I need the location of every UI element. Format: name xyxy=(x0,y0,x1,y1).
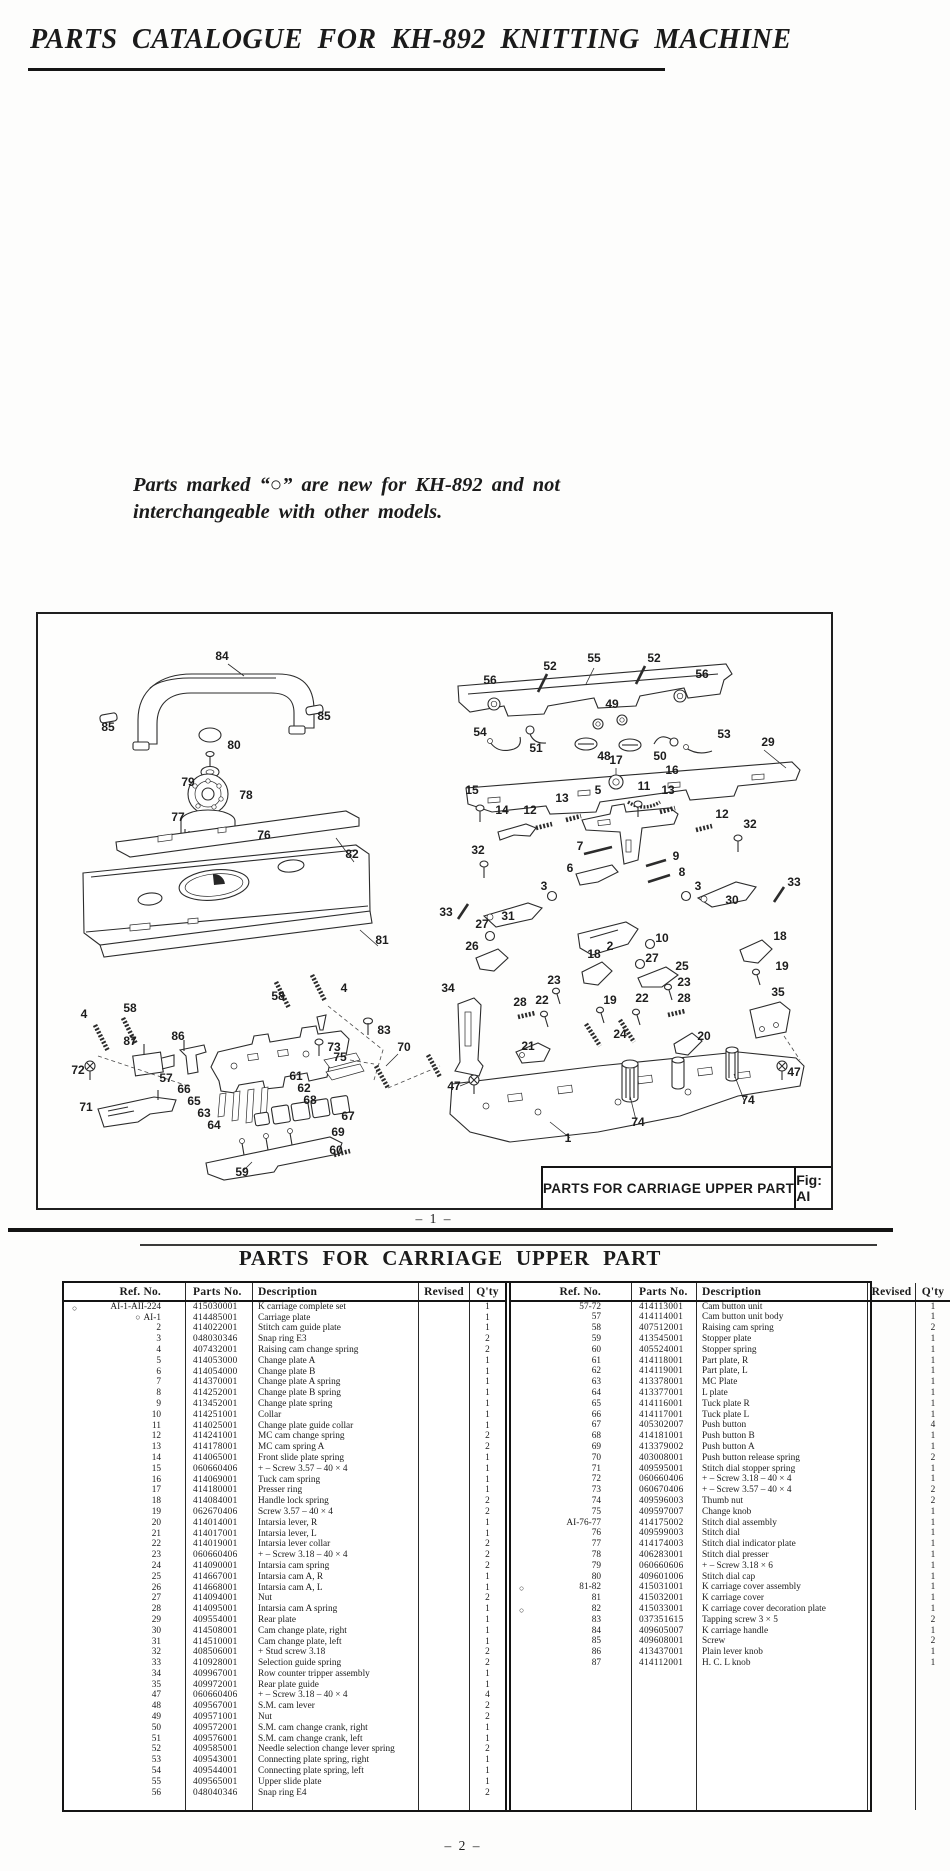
part-callout-number: 70 xyxy=(397,1040,411,1054)
table-filler-row xyxy=(64,1798,506,1810)
table-row: 14 414065001 Front slide plate spring 1 xyxy=(64,1453,506,1464)
column-header: Ref. No. xyxy=(510,1283,632,1301)
part-callout-number: 71 xyxy=(79,1100,93,1114)
part-callout-number: 54 xyxy=(473,725,487,739)
part-callout-number: 56 xyxy=(483,673,497,687)
part-callout-number: 63 xyxy=(197,1106,211,1120)
table-row: 32 408506001 + Stud screw 3.18 2 xyxy=(64,1647,506,1658)
part-callout-number: 72 xyxy=(71,1063,85,1077)
part-callout-number: 47 xyxy=(787,1065,801,1079)
table-row: 85 409608001 Screw 2 xyxy=(510,1636,950,1647)
column-header: Revised xyxy=(868,1283,916,1301)
part-callout-number: 73 xyxy=(327,1040,341,1054)
part-callout-number: 18 xyxy=(587,947,601,961)
column-header: Revised xyxy=(419,1283,470,1301)
table-row: 73 060670406 + – Screw 3.57 – 40 × 4 2 xyxy=(510,1485,950,1496)
part-callout-number: 23 xyxy=(677,975,691,989)
part-callout-number: 33 xyxy=(439,905,453,919)
column-header: Q'ty xyxy=(470,1283,507,1301)
table-row: ○ 81-82 415031001 K carriage cover assembly 1 xyxy=(510,1582,950,1593)
part-callout-number: 85 xyxy=(317,709,331,723)
part-callout-number: 27 xyxy=(645,951,659,965)
part-callout-number: 49 xyxy=(605,697,619,711)
part-callout-number: 24 xyxy=(613,1027,627,1041)
figure-caption: PARTS FOR CARRIAGE UPPER PART xyxy=(543,1180,795,1196)
table-row: 7 414370001 Change plate A spring 1 xyxy=(64,1377,506,1388)
table-row: 25 414667001 Intarsia cam A, R 1 xyxy=(64,1571,506,1582)
table-row: 9 413452001 Change plate spring 1 xyxy=(64,1399,506,1410)
part-callout-number: 19 xyxy=(775,959,789,973)
part-callout-number: 85 xyxy=(101,720,115,734)
part-callout-number: 16 xyxy=(665,763,679,777)
part-callout-number: 68 xyxy=(303,1093,317,1107)
column-header: Q'ty xyxy=(916,1283,950,1301)
table-row: 50 409572001 S.M. cam change crank, right 1 xyxy=(64,1722,506,1733)
new-part-mark: ○ xyxy=(72,1303,78,1313)
part-callout-number: 82 xyxy=(345,847,359,861)
part-callout-number: 4 xyxy=(340,981,348,995)
part-callout-number: 50 xyxy=(653,749,667,763)
part-callout-number: 32 xyxy=(743,817,757,831)
part-callout-number: 60 xyxy=(329,1143,343,1157)
part-callout-number: 77 xyxy=(171,810,185,824)
part-callout-number: 2 xyxy=(606,939,614,953)
table-row: ○ 82 415033001 K carriage cover decoration plate 1 xyxy=(510,1604,950,1615)
table-row: 63 413378001 MC Plate 1 xyxy=(510,1377,950,1388)
table-row: 52 409585001 Needle selection change lever spring 2 xyxy=(64,1744,506,1755)
new-part-mark: ○ xyxy=(519,1604,525,1615)
part-callout-number: 17 xyxy=(609,753,623,767)
table-row: 79 060660606 + – Screw 3.18 × 6 1 xyxy=(510,1560,950,1571)
part-callout-number: 83 xyxy=(377,1023,391,1037)
part-callout-number: 55 xyxy=(587,651,601,665)
note-line-2: interchangeable with other models. xyxy=(133,501,443,523)
part-callout-number: 13 xyxy=(555,791,569,805)
part-callout-number: 27 xyxy=(475,917,489,931)
table-header xyxy=(510,1283,950,1301)
part-callout-number: 69 xyxy=(331,1125,345,1139)
table-row: 83 037351615 Tapping screw 3 × 5 2 xyxy=(510,1614,950,1625)
table-row: 4 407432001 Raising cam change spring 2 xyxy=(64,1345,506,1356)
table-row: 49 409571001 Nut 2 xyxy=(64,1712,506,1723)
table-row: 71 409595001 Stitch dial stopper spring 1 xyxy=(510,1463,950,1474)
part-callout-number: 52 xyxy=(647,651,661,665)
table-filler-row xyxy=(510,1668,950,1810)
table-row: 28 414095001 Intarsia cam A spring 1 xyxy=(64,1604,506,1615)
table-row: 10 414251001 Collar 1 xyxy=(64,1409,506,1420)
part-callout-number: 13 xyxy=(661,783,675,797)
part-callout-number: 74 xyxy=(631,1115,645,1129)
table-row: 27 414094001 Nut 2 xyxy=(64,1593,506,1604)
table-row: 80 409601006 Stitch dial cap 1 xyxy=(510,1571,950,1582)
table-row: 47 060660406 + – Screw 3.18 – 40 × 4 4 xyxy=(64,1690,506,1701)
part-callout-number: 59 xyxy=(235,1165,249,1179)
table-row: 34 409967001 Row counter tripper assembly 1 xyxy=(64,1669,506,1680)
table-row: 77 414174003 Stitch dial indicator plate 1 xyxy=(510,1539,950,1550)
part-callout-number: 86 xyxy=(171,1029,185,1043)
table-row: 55 409565001 Upper slide plate 1 xyxy=(64,1776,506,1787)
part-callout-number: 32 xyxy=(471,843,485,857)
table-row: 78 406283001 Stitch dial presser 1 xyxy=(510,1550,950,1561)
note-line-1: Parts marked “○” are new for KH-892 and not xyxy=(133,474,561,496)
table-row: 29 409554001 Rear plate 1 xyxy=(64,1615,506,1626)
part-callout-number: 10 xyxy=(655,931,669,945)
part-callout-number: 4 xyxy=(80,1007,88,1021)
column-header: Ref. No. xyxy=(64,1283,186,1301)
table-row: 72 060660406 + – Screw 3.18 – 40 × 4 1 xyxy=(510,1474,950,1485)
part-callout-number: 67 xyxy=(341,1109,355,1123)
part-callout-number: 22 xyxy=(535,993,549,1007)
part-callout-number: 28 xyxy=(677,991,691,1005)
table-row: 54 409544001 Connecting plate spring, left 1 xyxy=(64,1766,506,1777)
part-callout-number: 57 xyxy=(159,1071,173,1085)
parts-table-right-half xyxy=(509,1283,950,1810)
table-row: 57 414114001 Cam button unit body 1 xyxy=(510,1312,950,1323)
part-callout-number: 84 xyxy=(215,649,229,663)
title-underline xyxy=(28,68,665,71)
table-row: 2 414022001 Stitch cam guide plate 1 xyxy=(64,1323,506,1334)
part-callout-number: 11 xyxy=(637,779,651,793)
table-row: 16 414069001 Tuck cam spring 1 xyxy=(64,1474,506,1485)
part-callout-number: 33 xyxy=(787,875,801,889)
table-row: 66 414117001 Tuck plate L 1 xyxy=(510,1409,950,1420)
part-callout-number: 3 xyxy=(694,879,702,893)
table-row: 87 414112001 H. C. L knob 1 xyxy=(510,1658,950,1669)
part-callout-number: 12 xyxy=(523,803,537,817)
part-callout-number: 9 xyxy=(672,849,680,863)
divider-rule-heavy xyxy=(8,1228,893,1232)
column-header: Description xyxy=(253,1283,419,1301)
parts-table xyxy=(62,1281,945,1812)
new-parts-note xyxy=(133,472,560,526)
table-row: 84 409605007 K carriage handle 1 xyxy=(510,1625,950,1636)
part-callout-number: 21 xyxy=(521,1039,535,1053)
table-row: ○ AI-1-AII-224 415030001 K carriage complete set 1 xyxy=(64,1301,506,1312)
part-callout-number: 56 xyxy=(695,667,709,681)
figure-number: Fig: AI xyxy=(794,1168,831,1208)
part-callout-number: 7 xyxy=(576,839,584,853)
table-row: 18 414084001 Handle lock spring 2 xyxy=(64,1496,506,1507)
part-callout-number: 6 xyxy=(566,861,574,875)
table-row: 3 048030346 Snap ring E3 2 xyxy=(64,1334,506,1345)
table-row: 74 409596003 Thumb nut 2 xyxy=(510,1496,950,1507)
table-row: 64 413377001 L plate 1 xyxy=(510,1388,950,1399)
page-title: PARTS CATALOGUE FOR KH-892 KNITTING MACHINE xyxy=(30,24,792,55)
part-callout-number: 78 xyxy=(239,788,253,802)
part-callout-number: 65 xyxy=(187,1094,201,1108)
table-row: 19 062670406 Screw 3.57 – 40 × 4 2 xyxy=(64,1507,506,1518)
part-callout-number: 81 xyxy=(375,933,389,947)
table-row: 48 409567001 S.M. cam lever 2 xyxy=(64,1701,506,1712)
part-callout-number: 35 xyxy=(771,985,785,999)
part-callout-number: 80 xyxy=(227,738,241,752)
part-callout-number: 15 xyxy=(465,783,479,797)
part-callout-number: 5 xyxy=(594,783,602,797)
part-callout-number: 25 xyxy=(675,959,689,973)
table-row: 17 414180001 Presser ring 1 xyxy=(64,1485,506,1496)
table-row: 61 414118001 Part plate, R 1 xyxy=(510,1355,950,1366)
table-row: 22 414019001 Intarsia lever collar 2 xyxy=(64,1539,506,1550)
page-number-2: – 2 – xyxy=(444,1838,482,1853)
table-row: 20 414014001 Intarsia lever, R 1 xyxy=(64,1517,506,1528)
part-callout-number: 48 xyxy=(597,749,611,763)
table-row: 13 414178001 MC cam spring A 2 xyxy=(64,1442,506,1453)
table-row: 35 409972001 Rear plate guide 1 xyxy=(64,1679,506,1690)
table-row: 15 060660406 + – Screw 3.57 – 40 × 4 1 xyxy=(64,1463,506,1474)
table-row: 30 414508001 Cam change plate, right 1 xyxy=(64,1625,506,1636)
table-row: 11 414025001 Change plate guide collar 1 xyxy=(64,1420,506,1431)
part-callout-number: 20 xyxy=(697,1029,711,1043)
table-row: AI-76-77 414175002 Stitch dial assembly 1 xyxy=(510,1517,950,1528)
table-row: 57-72 414113001 Cam button unit 1 xyxy=(510,1301,950,1312)
part-callout-number: 74 xyxy=(741,1093,755,1107)
table-row: 24 414090001 Intarsia cam spring 2 xyxy=(64,1561,506,1572)
table-row: 23 060660406 + – Screw 3.18 – 40 × 4 2 xyxy=(64,1550,506,1561)
new-part-mark: ○ xyxy=(135,1312,141,1322)
table-row: 51 409576001 S.M. cam change crank, left 1 xyxy=(64,1733,506,1744)
table-row: 12 414241001 MC cam change spring 2 xyxy=(64,1431,506,1442)
part-callout-number: 47 xyxy=(447,1079,461,1093)
part-callout-number: 22 xyxy=(635,991,649,1005)
part-callout-number: 18 xyxy=(773,929,787,943)
table-row: 58 407512001 Raising cam spring 2 xyxy=(510,1323,950,1334)
column-header: Parts No. xyxy=(186,1283,253,1301)
part-callout-number: 76 xyxy=(257,828,271,842)
part-callout-number: 23 xyxy=(547,973,561,987)
table-row: 21 414017001 Intarsia lever, L 1 xyxy=(64,1528,506,1539)
part-callout-number: 87 xyxy=(123,1034,137,1048)
part-callout-number: 29 xyxy=(761,735,775,749)
part-callout-number: 12 xyxy=(715,807,729,821)
part-callout-number: 64 xyxy=(207,1118,221,1132)
table-row: 8 414252001 Change plate B spring 1 xyxy=(64,1388,506,1399)
table-row: 65 414116001 Tuck plate R 1 xyxy=(510,1398,950,1409)
table-row: 81 415032001 K carriage cover 1 xyxy=(510,1593,950,1604)
part-callout-number: 61 xyxy=(289,1069,303,1083)
part-callout-number: 52 xyxy=(543,659,557,673)
table-row: 68 414181001 Push button B 1 xyxy=(510,1431,950,1442)
new-part-mark: ○ xyxy=(519,1582,525,1593)
column-header: Description xyxy=(697,1283,868,1301)
part-callout-number: 62 xyxy=(297,1081,311,1095)
table-row: 69 413379002 Push button A 1 xyxy=(510,1442,950,1453)
table-row: ○ AI-1 414485001 Carriage plate 1 xyxy=(64,1312,506,1323)
part-callout-number: 58 xyxy=(123,1001,137,1015)
parts-table-left-half xyxy=(64,1283,507,1810)
part-callout-number: 14 xyxy=(495,803,509,817)
table-row: 31 414510001 Cam change plate, left 1 xyxy=(64,1636,506,1647)
part-callout-number: 1 xyxy=(564,1131,572,1145)
part-callout-number: 51 xyxy=(529,741,543,755)
part-callout-number: 30 xyxy=(725,893,739,907)
parts-table-title: PARTS FOR CARRIAGE UPPER PART xyxy=(238,1246,662,1270)
table-row: 26 414668001 Intarsia cam A, L 1 xyxy=(64,1582,506,1593)
table-row: 33 410928001 Selection guide spring 2 xyxy=(64,1658,506,1669)
table-row: 56 048040346 Snap ring E4 2 xyxy=(64,1787,506,1798)
part-callout-number: 31 xyxy=(501,909,515,923)
page-number-1: – 1 – xyxy=(415,1211,453,1226)
column-header: Parts No. xyxy=(632,1283,697,1301)
part-callout-number: 75 xyxy=(333,1050,347,1064)
table-row: 6 414054000 Change plate B 1 xyxy=(64,1366,506,1377)
figure-caption-box xyxy=(541,1166,831,1208)
table-row: 60 405524001 Stopper spring 1 xyxy=(510,1344,950,1355)
part-callout-number: 66 xyxy=(177,1082,191,1096)
table-row: 67 405302007 Push button 4 xyxy=(510,1420,950,1431)
part-callout-number: 3 xyxy=(540,879,548,893)
part-callout-number: 8 xyxy=(678,865,686,879)
part-callout-number: 58 xyxy=(271,989,285,1003)
table-row: 5 414053000 Change plate A 1 xyxy=(64,1355,506,1366)
table-row: 59 413545001 Stopper plate 1 xyxy=(510,1334,950,1345)
exploded-parts-figure xyxy=(36,612,833,1210)
part-callout-number: 28 xyxy=(513,995,527,1009)
table-row: 53 409543001 Connecting plate spring, right 1 xyxy=(64,1755,506,1766)
table-row: 75 409597007 Change knob 1 xyxy=(510,1506,950,1517)
part-callout-number: 79 xyxy=(181,775,195,789)
table-row: 76 409599003 Stitch dial 1 xyxy=(510,1528,950,1539)
part-callout-number: 53 xyxy=(717,727,731,741)
part-callout-number: 34 xyxy=(441,981,455,995)
table-row: 62 414119001 Part plate, L 1 xyxy=(510,1366,950,1377)
part-callout-number: 19 xyxy=(603,993,617,1007)
table-header xyxy=(64,1283,506,1301)
part-callout-number: 26 xyxy=(465,939,479,953)
table-row: 70 403008001 Push button release spring 2 xyxy=(510,1452,950,1463)
table-row: 86 413437001 Plain lever knob 1 xyxy=(510,1647,950,1658)
